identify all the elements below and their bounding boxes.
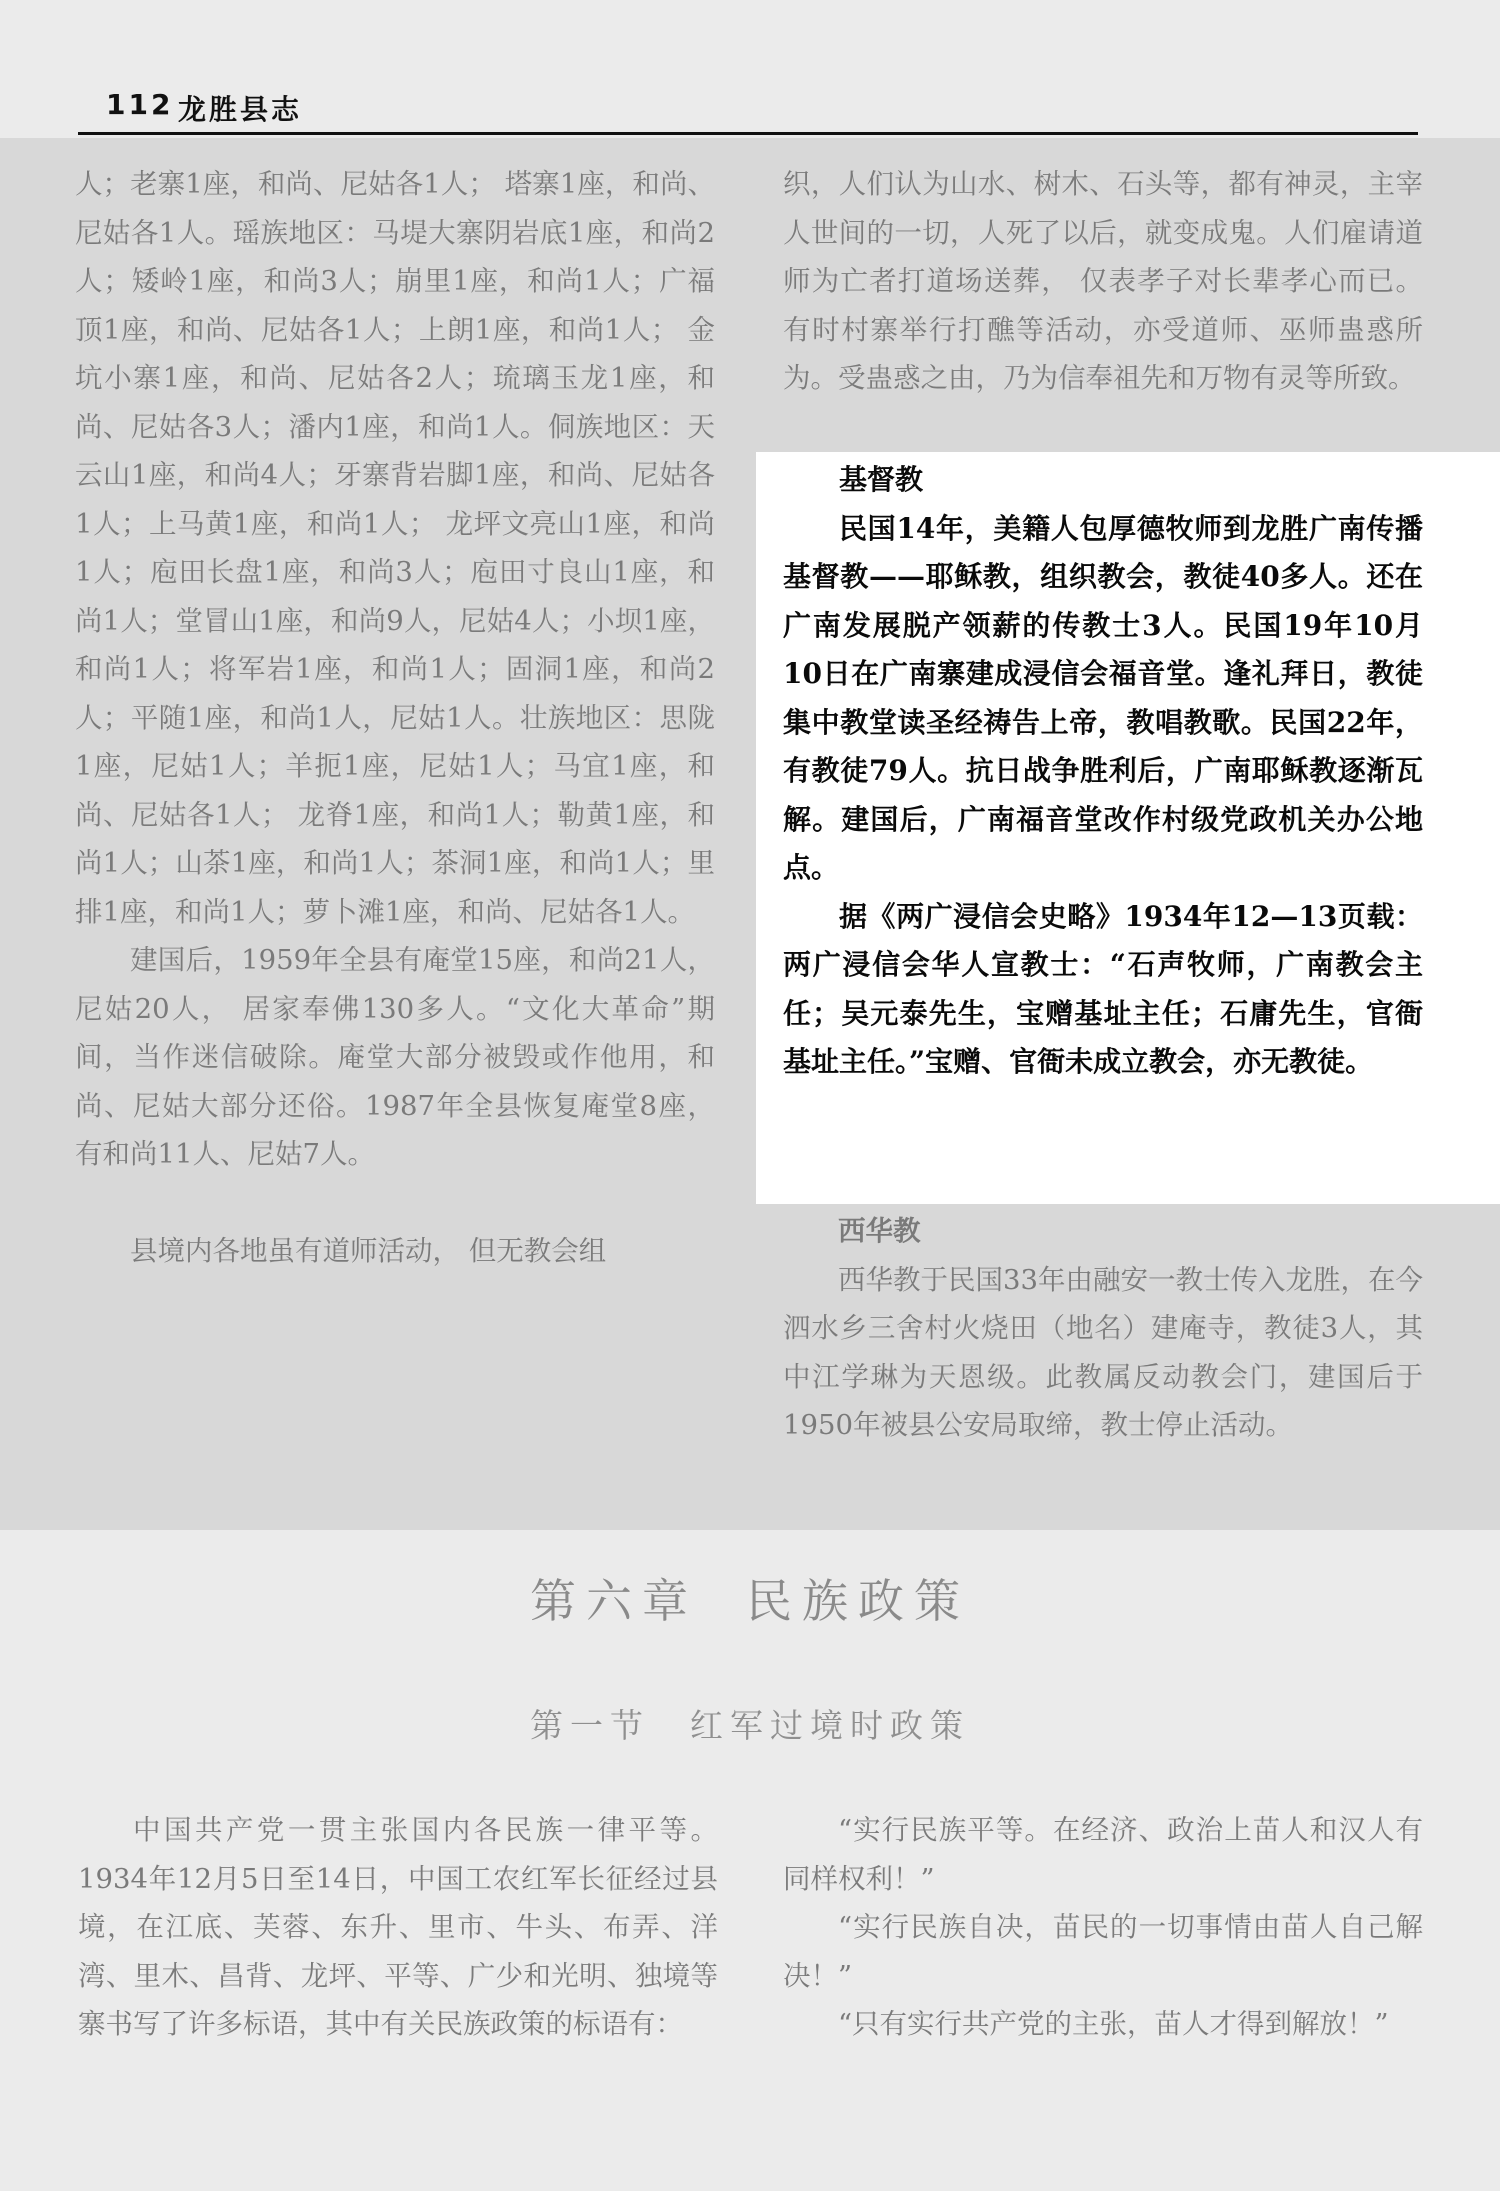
header-rule: [78, 132, 1418, 135]
christianity-heading: 基督教: [839, 463, 924, 496]
red-army-paragraph: 中国共产党一贯主张国内各民族一律平等。1934年12月5日至14日，中国工农红军长征经过县境，在江底、芙蓉、东升、里市、牛头、布弄、洋湾、里木、昌背、龙坪、平等、广少和光明、独境等寨书写了许多标语，其中有关民族政策的标语有：: [78, 1814, 718, 2040]
xihua-section: [783, 1207, 1423, 1450]
bottom-left-column: [78, 1806, 718, 2049]
slogan-2: “实行民族自决，苗民的一切事情由苗人自己解决！”: [783, 1911, 1423, 1992]
temples-list-paragraph: 人；老寨1座，和尚、尼姑各1人； 塔寨1座，和尚、尼姑各1人。瑶族地区：马堤大寨阴岩底1座，和尚2人；矮岭1座，和尚3人；崩里1座，和尚1人；广福顶1座，和尚、尼姑各1人；上朗1座，和尚1人； 金坑小寨1座，和尚、尼姑各2人；琉璃玉龙1座，和尚、尼姑各3人；潘内1座，和尚1人。侗族地区：天云山1座，和尚4人；牙寨背岩脚1座，和尚、尼姑各1人；上马黄1座，和尚1人； 龙坪文亮山1座，和尚1人；庖田长盘1座，和尚3人；庖田寸良山1座，和尚1人；堂冒山1座，和尚9人，尼姑4人；小坝1座，和尚1人；将军岩1座，和尚1人；固洞1座，和尚2人；平随1座，和尚1人，尼姑1人。壮族地区：思陇1座，尼姑1人；羊扼1座，尼姑1人；马宜1座，和尚、尼姑各1人； 龙脊1座，和尚1人；勒黄1座，和尚1人；山茶1座，和尚1人；茶洞1座，和尚1人；里排1座，和尚1人；萝卜滩1座，和尚、尼姑各1人。: [75, 168, 715, 928]
slogan-3: “只有实行共产党的主张，苗人才得到解放！”: [838, 2008, 1389, 2040]
left-column: [75, 160, 715, 1275]
page-header: [78, 80, 1418, 140]
post-1949-paragraph: 建国后，1959年全县有庵堂15座，和尚21人，尼姑20人， 居家奉佛130多人。“文化大革命”期间，当作迷信破除。庵堂大部分被毁或作他用，和尚、尼姑大部分还俗。1987年全县恢复庵堂8座， 有和尚11人、尼姑7人。: [75, 944, 715, 1170]
section-number: 第一节: [530, 1706, 650, 1745]
taoist-continuation-paragraph: 织，人们认为山水、树木、石头等，都有神灵，主宰人世间的一切，人死了以后，就变成鬼。人们雇请道师为亡者打道场送葬， 仅表孝子对长辈孝心而已。有时村寨举行打醮等活动，亦受道师、巫师蛊惑所为。受蛊惑之由，乃为信奉祖先和万物有灵等所致。: [783, 168, 1423, 394]
christianity-paragraph-2: 据《两广浸信会史略》1934年12—13页载：两广浸信会华人宣教士：“石声牧师，广南教会主任；吴元泰先生，宝赠基址主任；石庸先生，官衙基址主任。”宝赠、官衙未成立教会，亦无教徒。: [783, 899, 1423, 1078]
section-heading: [0, 1700, 1500, 1747]
page-number: 112: [106, 88, 174, 121]
right-column-top: [783, 160, 1423, 403]
slogan-1: “实行民族平等。在经济、政治上苗人和汉人有同样权利！”: [783, 1814, 1423, 1895]
christianity-section: [783, 456, 1423, 1087]
chapter-heading: [0, 1565, 1500, 1631]
book-title: 龙胜县志: [178, 93, 303, 126]
xihua-paragraph: 西华教于民国33年由融安一教士传入龙胜，在今泗水乡三舍村火烧田（地名）建庵寺，教徒3人，其中江学琳为天恩级。此教属反动教会门，建国后于1950年被县公安局取缔，教士停止活动。: [783, 1263, 1423, 1441]
christianity-paragraph-1: 民国14年，美籍人包厚德牧师到龙胜广南传播基督教——耶稣教，组织教会，教徒40多人。还在广南发展脱产领薪的传教士3人。民国19年10月10日在广南寨建成浸信会福音堂。逢礼拜日，教徒集中教堂读圣经祷告上帝，教唱教歌。民国22年，有教徒79人。抗日战争胜利后，广南耶稣教逐渐瓦解。建国后，广南福音堂改作村级党政机关办公地点。: [783, 511, 1423, 884]
section-title: 红军过境时政策: [690, 1706, 970, 1745]
paragraph-gap: [75, 1179, 715, 1227]
xihua-heading: 西华教: [838, 1215, 921, 1247]
chapter-title: 民族政策: [746, 1574, 970, 1628]
chapter-number: 第六章: [530, 1574, 698, 1628]
taoist-intro-paragraph: 县境内各地虽有道师活动， 但无教会组: [130, 1234, 607, 1267]
bottom-right-column: [783, 1806, 1423, 2049]
